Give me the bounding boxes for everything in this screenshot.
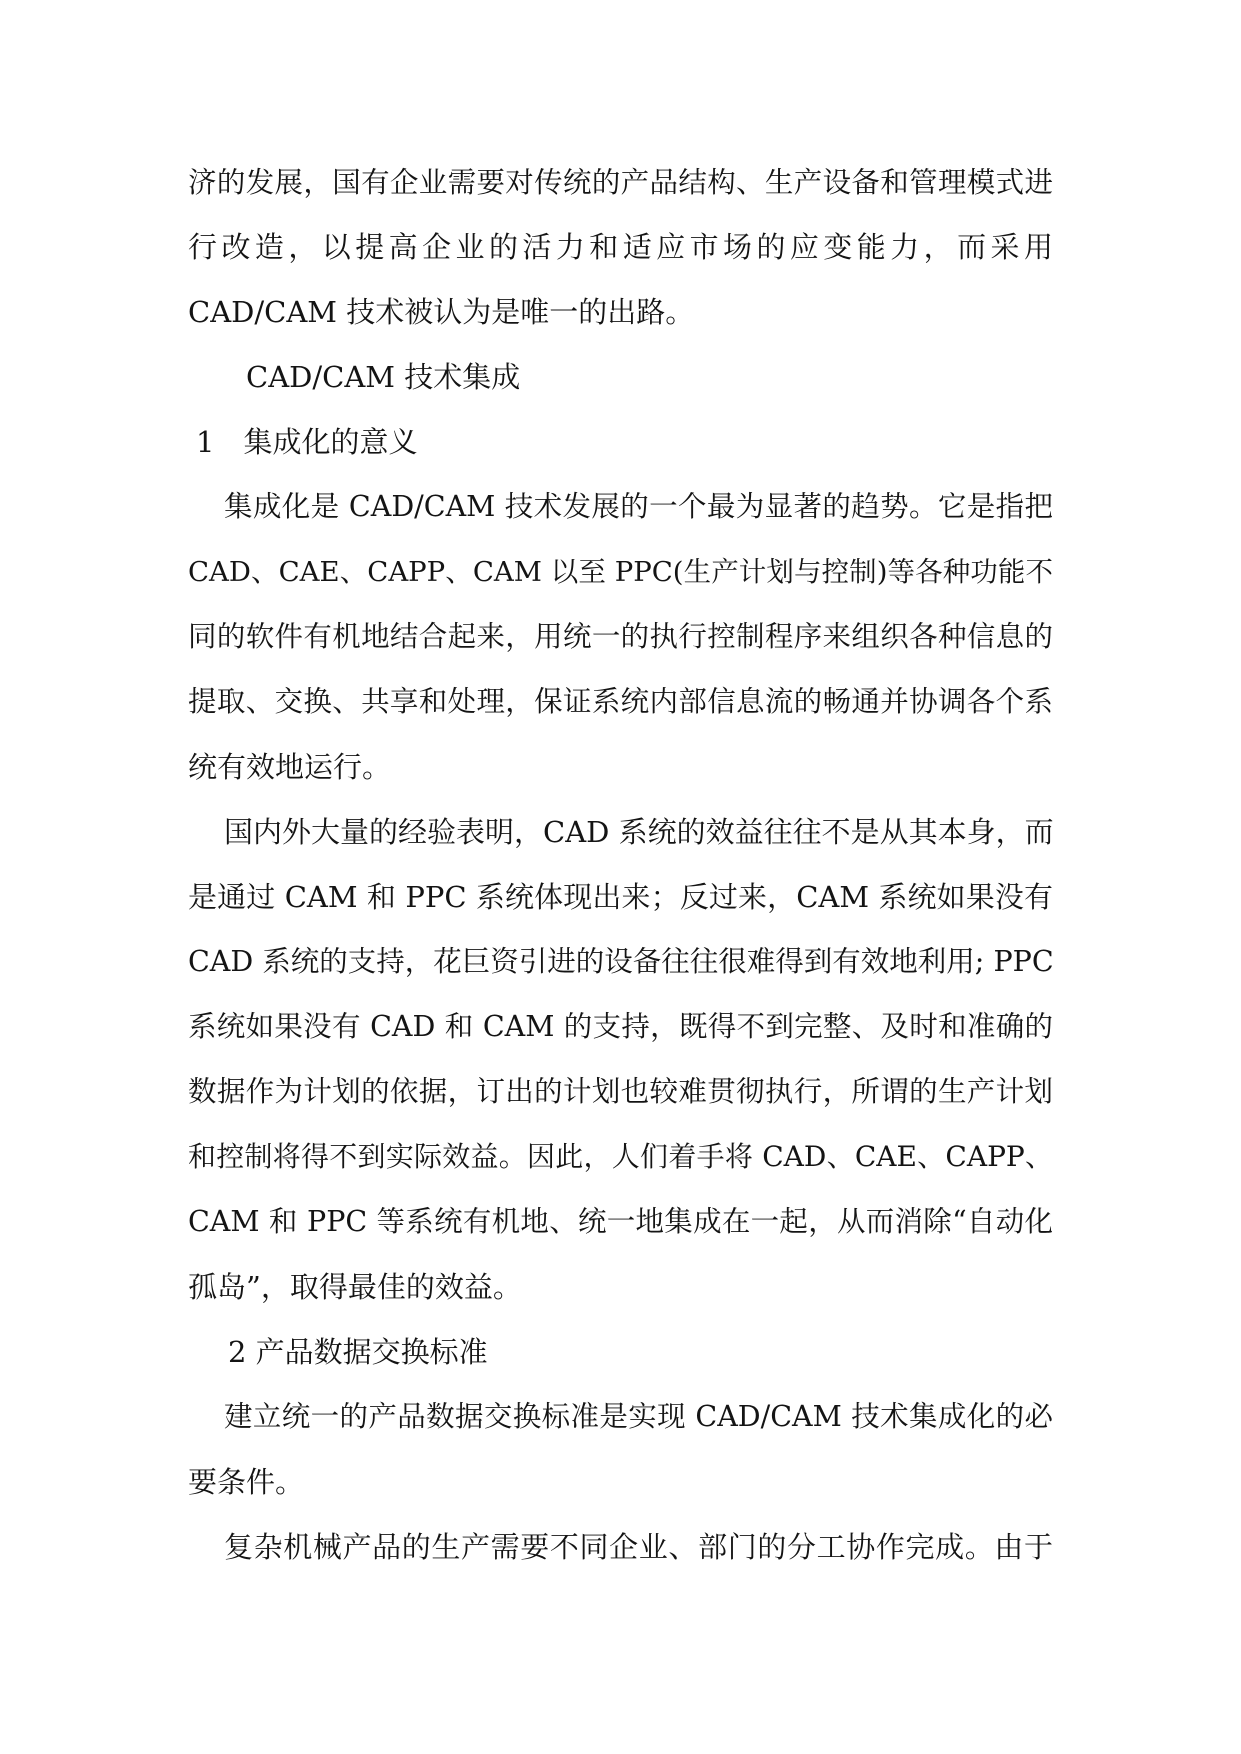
subsection-heading: 1 集成化的意义: [196, 425, 418, 459]
text-line: 复杂机械产品的生产需要不同企业、部门的分工协作完成。由于: [224, 1530, 1053, 1564]
text-line: CAD/CAM 技术被认为是唯一的出路。: [188, 295, 695, 329]
text-line: CAD、CAE、CAPP、CAM 以至 PPC(生产计划与控制)等各种功能不: [188, 556, 1053, 588]
text-line: 和控制将得不到实际效益。因此，人们着手将 CAD、CAE、CAPP、: [188, 1140, 1053, 1173]
text-line: 数据作为计划的依据，订出的计划也较难贯彻执行，所谓的生产计划: [188, 1075, 1053, 1108]
text-line: 集成化是 CAD/CAM 技术发展的一个最为显著的趋势。它是指把: [224, 490, 1053, 523]
text-line: 建立统一的产品数据交换标准是实现 CAD/CAM 技术集成化的必: [224, 1400, 1053, 1433]
text-line: 同的软件有机地结合起来，用统一的执行控制程序来组织各种信息的: [188, 620, 1053, 653]
section-heading: CAD/CAM 技术集成: [246, 360, 521, 394]
text-line: 济的发展，国有企业需要对传统的产品结构、生产设备和管理模式进: [188, 166, 1053, 199]
text-line: 国内外大量的经验表明，CAD 系统的效益往往不是从其本身，而: [224, 815, 1054, 849]
text-line: CAM 和 PPC 等系统有机地、统一地集成在一起，从而消除“自动化: [188, 1205, 1053, 1238]
text-line: 行改造，以提高企业的活力和适应市场的应变能力，而采用: [188, 230, 1053, 264]
text-line: 孤岛”，取得最佳的效益。: [188, 1270, 522, 1304]
text-line: 要条件。: [188, 1465, 305, 1499]
text-line: CAD 系统的支持，花巨资引进的设备往往很难得到有效地利用; PPC: [188, 945, 1054, 978]
text-line: 是通过 CAM 和 PPC 系统体现出来；反过来，CAM 系统如果没有: [188, 880, 1053, 914]
text-line: 统有效地运行。: [188, 750, 392, 784]
subsection-heading: 2 产品数据交换标准: [228, 1335, 488, 1369]
text-line: 系统如果没有 CAD 和 CAM 的支持，既得不到完整、及时和准确的: [188, 1010, 1053, 1043]
text-line: 提取、交换、共享和处理，保证系统内部信息流的畅通并协调各个系: [188, 685, 1053, 718]
